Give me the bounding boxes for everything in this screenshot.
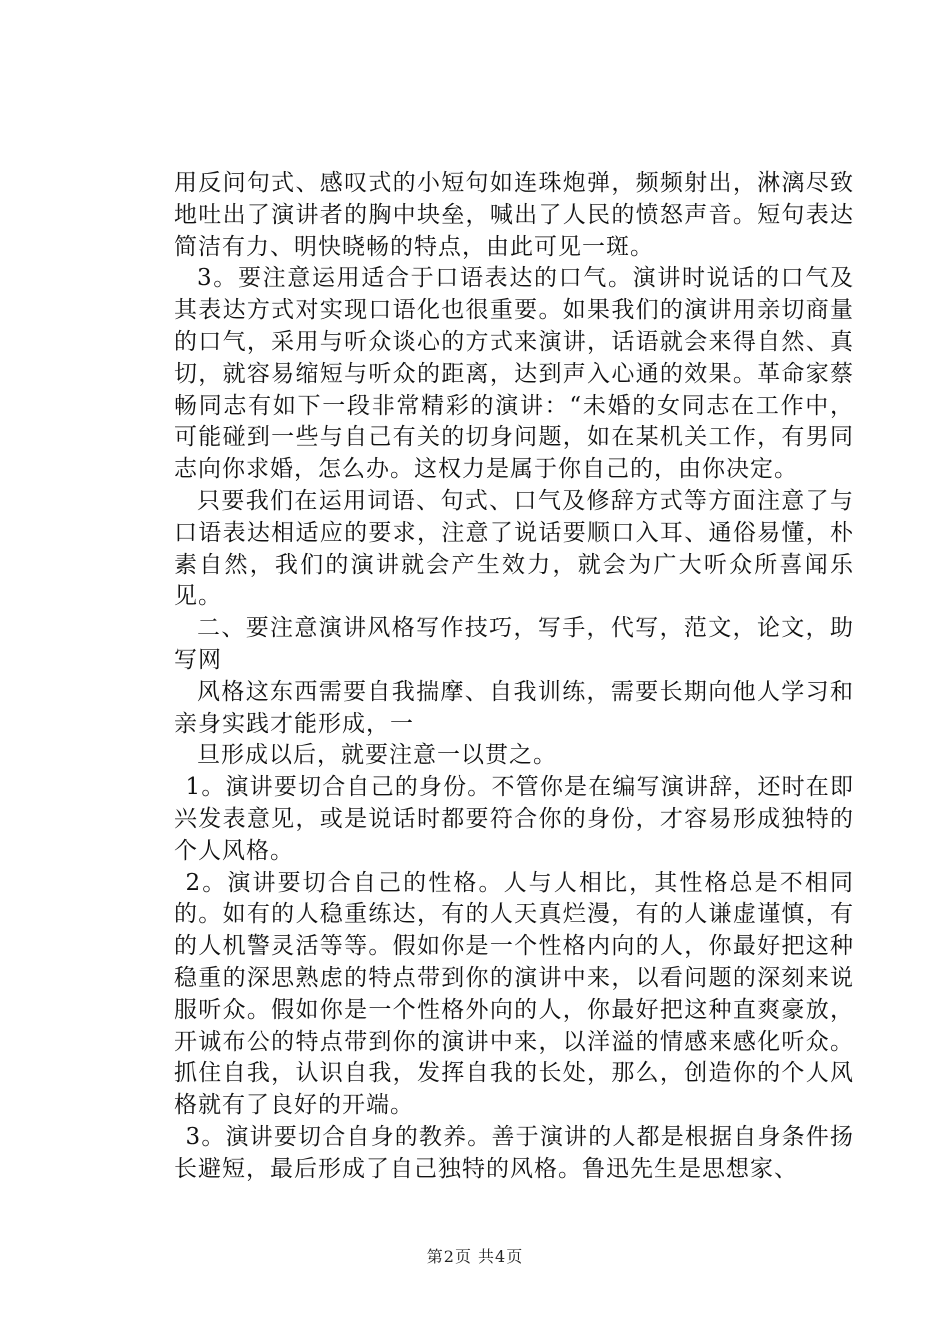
page-footer: 第2页 共4页 <box>426 1247 524 1266</box>
paragraph-1: 用反问句式、感叹式的小短句如连珠炮弹，频频射出，淋漓尽致地吐出了演讲者的胸中块垒，喊出了人民的愤怒声音。短句表达简洁有力、明快晓畅的特点，由此可见一斑。 <box>174 170 854 260</box>
paragraph-4-heading: 二、要注意演讲风格写作技巧，写手，代写，范文，论文，助写网 <box>174 615 854 673</box>
paragraph-6: 旦形成以后，就要注意一以贯之。 <box>197 742 557 769</box>
document-body <box>174 168 854 1186</box>
paragraph-2: 3。要注意运用适合于口语表达的口气。演讲时说话的口气及其表达方式对实现口语化也很重要。如果我们的演讲用亲切商量的口气，采用与听众谈心的方式来演讲，话语就会来得自然、真切，就容易缩短与听众的距离，达到声入心通的效果。革命家蔡畅同志有如下一段非常精彩的演讲：“未婚的女同志在工作中，可能碰到一些与自己有关的切身问题，如在某机关工作，有男同志向你求婚，怎么办。这权力是属于你自己的，由你决定。 <box>174 265 854 483</box>
paragraph-8: 2。演讲要切合自己的性格。人与人相比，其性格总是不相同的。如有的人稳重练达，有的人天真烂漫，有的人谦虚谨慎，有的人机警灵活等等。假如你是一个性格内向的人，你最好把这种稳重的深思熟虑的特点带到你的演讲中来，以看问题的深刻来说服听众。假如你是一个性格外向的人，你最好把这种直爽豪放，开诚布公的特点带到你的演讲中来，以洋溢的情感来感化听众。抓住自我，认识自我，发挥自我的长处，那么，创造你的个人风格就有了良好的开端。 <box>174 869 854 1119</box>
paragraph-7: 1。演讲要切合自己的身份。不管你是在编写演讲辞，还时在即兴发表意见，或是说话时都要符合你的身份，才容易形成独特的个人风格。 <box>174 774 854 864</box>
paragraph-5: 风格这东西需要自我揣摩、自我训练，需要长期向他人学习和亲身实践才能形成，一 <box>174 678 854 737</box>
paragraph-9: 3。演讲要切合自身的教养。善于演讲的人都是根据自身条件扬长避短，最后形成了自己独特的风格。鲁迅先生是思想家、 <box>174 1123 854 1182</box>
paragraph-3: 只要我们在运用词语、句式、口气及修辞方式等方面注意了与口语表达相适应的要求，注意了说话要顺口入耳、通俗易懂，朴素自然，我们的演讲就会产生效力，就会为广大听众所喜闻乐见。 <box>174 487 854 610</box>
